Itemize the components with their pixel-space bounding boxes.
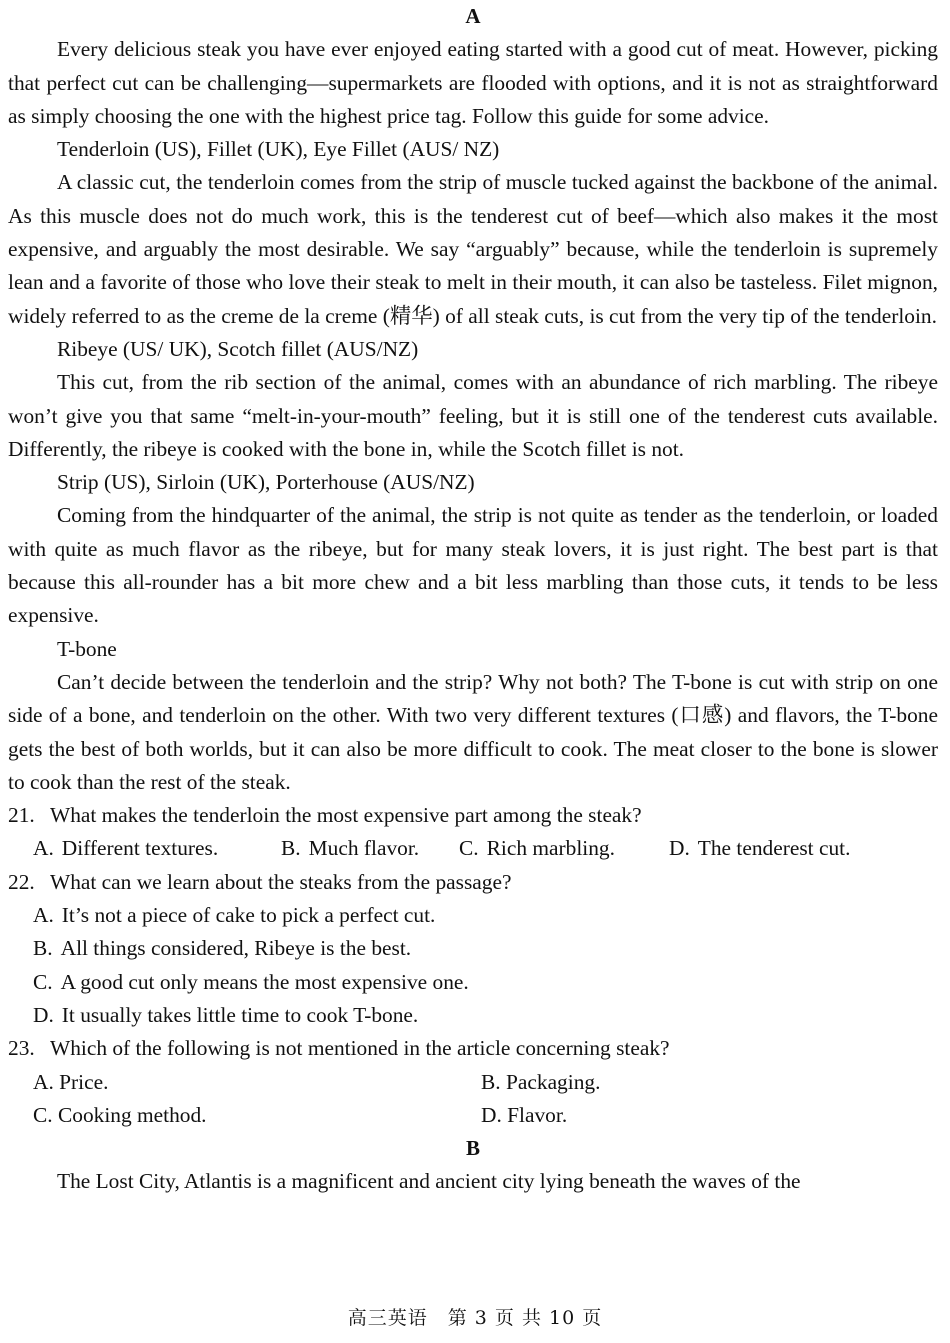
cut-text-tenderloin: A classic cut, the tenderloin comes from the strip of muscle tucked against the backbone of the animal. As this muscle does not do much work, this is the tenderest cut of beef—which also makes it the most expensive, and arguably the most desirable. We say “arguably” because, while the tenderloin is supremely lean and a favorite of those who love their steak to melt in their mouth, it can also be tasteless. Filet mignon, widely referred to as the creme de la creme (精华) of all steak cuts, is cut from the very tip of the tenderloin. bbox=[8, 170, 938, 328]
option-a: A. Price. bbox=[33, 1069, 109, 1094]
cut-heading-ribeye: Ribeye (US/ UK), Scotch fillet (AUS/NZ) bbox=[57, 336, 419, 361]
option-d: D. Flavor. bbox=[481, 1102, 568, 1127]
cut-text-strip: Coming from the hindquarter of the animal, the strip is not quite as tender as the tenderloin, or loaded with quite as much flavor as the ribeye, but for many steak lovers, it is just right. The best part is that because this all-rounder has a bit more chew and a bit less marbling than those cuts, it tends to be less expensive. bbox=[8, 503, 938, 628]
option-c: C. Cooking method. bbox=[33, 1102, 207, 1127]
page-footer: 高三英语 第 3 页 共 10 页 bbox=[347, 1307, 603, 1329]
option-d: D. It usually takes little time to cook T-bone. bbox=[33, 1002, 419, 1027]
question-text: What can we learn about the steaks from the passage? bbox=[50, 869, 512, 894]
cut-heading-tenderloin: Tenderloin (US), Fillet (UK), Eye Fillet (AUS/ NZ) bbox=[57, 137, 500, 162]
question-21 bbox=[8, 799, 938, 832]
option-a: A. Different textures. bbox=[33, 836, 219, 861]
section-a-intro: Every delicious steak you have ever enjoyed eating started with a good cut of meat. However, picking that perfect cut can be challenging—supermarkets are flooded with options, and it is not as straightforward as simply choosing the one with the highest price tag. Follow this guide for some advice. bbox=[8, 37, 938, 128]
exam-page bbox=[8, 0, 938, 1199]
question-text: What makes the tenderloin the most expensive part among the steak? bbox=[50, 803, 642, 828]
cut-heading-strip: Strip (US), Sirloin (UK), Porterhouse (AUS/NZ) bbox=[57, 470, 475, 495]
cut-heading-tbone: T-bone bbox=[57, 636, 117, 661]
option-c: C. Rich marbling. bbox=[459, 836, 615, 861]
option-a: A. It’s not a piece of cake to pick a perfect cut. bbox=[33, 903, 436, 928]
question-number: 23. bbox=[8, 1036, 35, 1061]
question-number: 22. bbox=[8, 869, 35, 894]
cut-text-tbone: Can’t decide between the tenderloin and the strip? Why not both? The T-bone is cut with strip on one side of a bone, and tenderloin on the other. With two very different textures (口感) and flavors, the T-bone gets the best of both worlds, but it can also be more difficult to cook. The meat closer to the bone is slower to cook than the rest of the steak. bbox=[8, 669, 938, 794]
option-c: C. A good cut only means the most expensive one. bbox=[33, 969, 469, 994]
section-a-title: A bbox=[465, 4, 481, 28]
option-d: D. The tenderest cut. bbox=[669, 836, 851, 861]
question-text: Which of the following is not mentioned in the article concerning steak? bbox=[50, 1036, 670, 1061]
question-23 bbox=[8, 1032, 938, 1065]
option-b: B. Packaging. bbox=[481, 1069, 601, 1094]
cut-text-ribeye: This cut, from the rib section of the animal, comes with an abundance of rich marbling. The ribeye won’t give you that same “melt-in-your-mouth” feeling, but it is still one of the tenderest cuts available. Differently, the ribeye is cooked with the bone in, while the Scotch fillet is not. bbox=[8, 370, 938, 461]
option-b: B. Much flavor. bbox=[281, 836, 420, 861]
question-22 bbox=[8, 866, 938, 899]
question-number: 21. bbox=[8, 803, 35, 828]
option-b: B. All things considered, Ribeye is the best. bbox=[33, 936, 412, 961]
question-23-options bbox=[8, 1066, 938, 1133]
question-21-options bbox=[8, 832, 938, 865]
question-22-options bbox=[8, 899, 938, 1032]
section-b-title: B bbox=[465, 1136, 480, 1161]
section-b-intro: The Lost City, Atlantis is a magnificent and ancient city lying beneath the waves of the bbox=[57, 1169, 801, 1194]
